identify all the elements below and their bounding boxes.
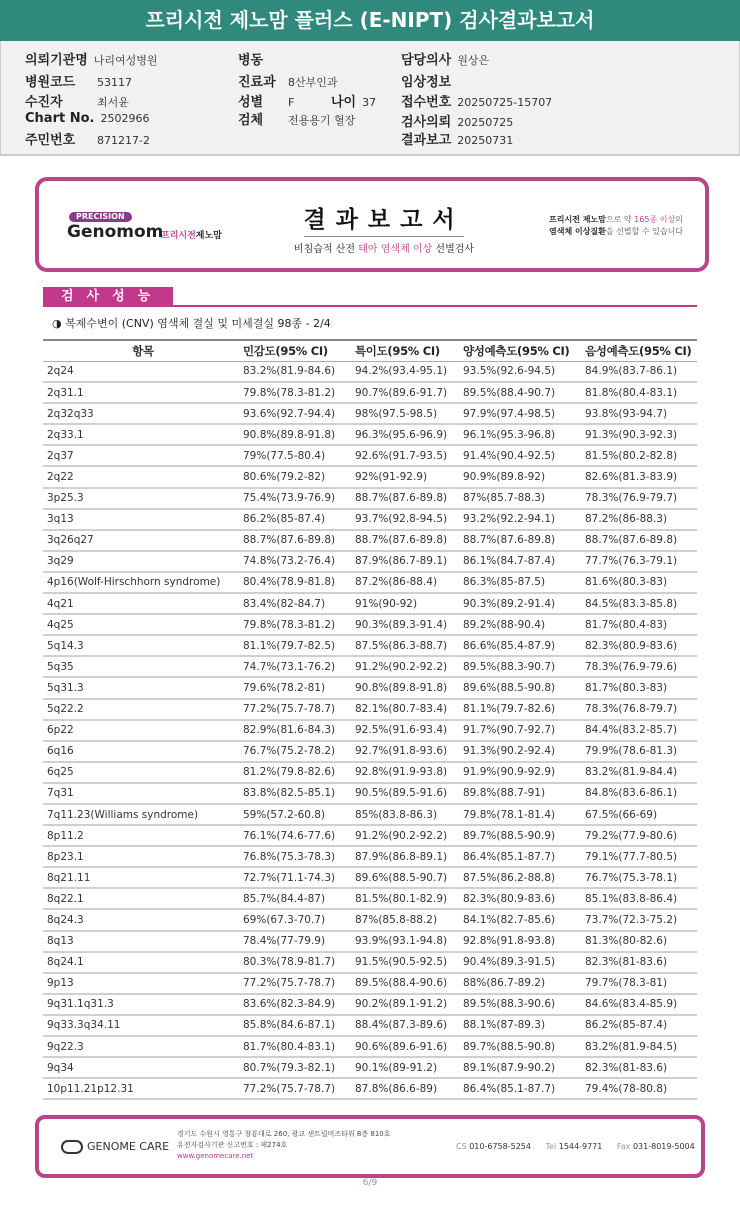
metric-cell: 88.7%(87.6-89.8) bbox=[355, 530, 463, 551]
metric-cell: 87%(85.8-88.2) bbox=[355, 909, 463, 930]
table-row bbox=[43, 382, 697, 403]
request-date-field: 검사의뢰 20250725 bbox=[401, 115, 514, 130]
table-row bbox=[43, 720, 697, 741]
metric-cell: 76.8%(75.3-78.3) bbox=[243, 846, 355, 867]
metric-cell: 89.1%(87.9-90.2) bbox=[463, 1057, 585, 1078]
item-cell: 8q24.1 bbox=[43, 952, 243, 973]
table-row bbox=[43, 445, 697, 466]
metric-cell: 89.7%(88.5-90.8) bbox=[463, 1036, 585, 1057]
metric-cell: 84.8%(83.6-86.1) bbox=[585, 783, 697, 804]
item-cell: 8q22.1 bbox=[43, 888, 243, 909]
item-cell: 4q25 bbox=[43, 614, 243, 635]
table-row bbox=[43, 656, 697, 677]
metric-cell: 89.5%(88.3-90.6) bbox=[463, 994, 585, 1015]
patient-info-panel bbox=[0, 41, 740, 156]
metric-cell: 90.9%(89.8-92) bbox=[463, 466, 585, 487]
item-cell: 5q14.3 bbox=[43, 635, 243, 656]
metric-cell: 77.2%(75.7-78.7) bbox=[243, 973, 355, 994]
item-cell: 5q22.2 bbox=[43, 699, 243, 720]
metric-cell: 98%(97.5-98.5) bbox=[355, 403, 463, 424]
table-row bbox=[43, 361, 697, 382]
item-cell: 9q33.3q34.11 bbox=[43, 1015, 243, 1036]
metric-cell: 93.9%(93.1-94.8) bbox=[355, 931, 463, 952]
metric-cell: 92.7%(91.8-93.6) bbox=[355, 741, 463, 762]
page-number: 6/9 bbox=[362, 1178, 378, 1188]
item-cell: 2q24 bbox=[43, 361, 243, 382]
table-row bbox=[43, 888, 697, 909]
metric-cell: 79.9%(78.6-81.3) bbox=[585, 741, 697, 762]
item-cell: 9p13 bbox=[43, 973, 243, 994]
metric-cell: 81.2%(79.8-82.6) bbox=[243, 762, 355, 783]
metric-cell: 78.4%(77-79.9) bbox=[243, 931, 355, 952]
metric-cell: 80.4%(78.9-81.8) bbox=[243, 572, 355, 593]
metric-cell: 93.5%(92.6-94.5) bbox=[463, 361, 585, 382]
metric-cell: 93.8%(93-94.7) bbox=[585, 403, 697, 424]
table-row bbox=[43, 909, 697, 930]
metric-cell: 92.5%(91.6-93.4) bbox=[355, 720, 463, 741]
item-cell: 5q35 bbox=[43, 656, 243, 677]
metric-cell: 79.8%(78.3-81.2) bbox=[243, 614, 355, 635]
table-row bbox=[43, 1015, 697, 1036]
item-cell: 9q34 bbox=[43, 1057, 243, 1078]
metric-cell: 81.1%(79.7-82.5) bbox=[243, 635, 355, 656]
table-row bbox=[43, 551, 697, 572]
metric-cell: 76.7%(75.3-78.1) bbox=[585, 867, 697, 888]
metric-cell: 80.7%(79.3-82.1) bbox=[243, 1057, 355, 1078]
metric-cell: 82.1%(80.7-83.4) bbox=[355, 699, 463, 720]
metric-cell: 87.2%(86-88.3) bbox=[585, 509, 697, 530]
metric-cell: 88.1%(87-89.3) bbox=[463, 1015, 585, 1036]
patient-field: 수진자 최서윤 bbox=[25, 95, 129, 110]
banner-subtitle: 비침습적 산전 태아 염색체 이상 선별검사 bbox=[293, 244, 475, 255]
metric-cell: 89.5%(88.3-90.7) bbox=[463, 656, 585, 677]
metric-cell: 89.5%(88.4-90.7) bbox=[463, 382, 585, 403]
metric-cell: 85.7%(84.4-87) bbox=[243, 888, 355, 909]
item-cell: 5q31.3 bbox=[43, 677, 243, 698]
item-cell: 4q21 bbox=[43, 593, 243, 614]
table-row bbox=[43, 614, 697, 635]
item-cell: 8p23.1 bbox=[43, 846, 243, 867]
metric-cell: 81.7%(80.3-83) bbox=[585, 677, 697, 698]
metric-cell: 89.6%(88.5-90.7) bbox=[355, 867, 463, 888]
metric-cell: 91.2%(90.2-92.2) bbox=[355, 656, 463, 677]
item-cell: 7q31 bbox=[43, 783, 243, 804]
precision-badge: PRECISION bbox=[69, 212, 132, 222]
logo-subtitle: 프리시전제노맘 bbox=[161, 231, 222, 241]
metric-cell: 90.5%(89.5-91.6) bbox=[355, 783, 463, 804]
table-row bbox=[43, 783, 697, 804]
metric-cell: 79.8%(78.3-81.2) bbox=[243, 382, 355, 403]
metric-cell: 77.2%(75.7-78.7) bbox=[243, 1078, 355, 1099]
item-cell: 2q32q33 bbox=[43, 403, 243, 424]
metric-cell: 87.5%(86.2-88.8) bbox=[463, 867, 585, 888]
ward-field: 병동 bbox=[238, 53, 264, 68]
metric-cell: 93.7%(92.8-94.5) bbox=[355, 509, 463, 530]
metric-cell: 81.6%(80.3-83) bbox=[585, 572, 697, 593]
banner-tagline: 프리시전 제노맘으로 약 165종 이상의 염색체 이상질환을 선별할 수 있습니다 bbox=[549, 215, 684, 236]
metric-cell: 79%(77.5-80.4) bbox=[243, 445, 355, 466]
table-row bbox=[43, 825, 697, 846]
metric-cell: 79.6%(78.2-81) bbox=[243, 677, 355, 698]
metric-cell: 82.6%(81.3-83.9) bbox=[585, 466, 697, 487]
metric-cell: 90.3%(89.3-91.4) bbox=[355, 614, 463, 635]
item-cell: 6q16 bbox=[43, 741, 243, 762]
column-header: 양성예측도(95% CI) bbox=[463, 340, 585, 361]
genomom-logo: Genomom bbox=[67, 222, 164, 242]
metric-cell: 92.8%(91.8-93.8) bbox=[463, 931, 585, 952]
metric-cell: 83.8%(82.5-85.1) bbox=[243, 783, 355, 804]
table-row bbox=[43, 1057, 697, 1078]
metric-cell: 92.6%(91.7-93.5) bbox=[355, 445, 463, 466]
banner-title: 결과보고서 bbox=[303, 207, 465, 233]
metric-cell: 86.6%(85.4-87.9) bbox=[463, 635, 585, 656]
metric-cell: 90.2%(89.1-91.2) bbox=[355, 994, 463, 1015]
metric-cell: 82.3%(81-83.6) bbox=[585, 1057, 697, 1078]
metric-cell: 86.3%(85-87.5) bbox=[463, 572, 585, 593]
title-divider bbox=[304, 236, 464, 237]
metric-cell: 75.4%(73.9-76.9) bbox=[243, 488, 355, 509]
item-cell: 3p25.3 bbox=[43, 488, 243, 509]
metric-cell: 82.9%(81.6-84.3) bbox=[243, 720, 355, 741]
metric-cell: 78.3%(76.9-79.7) bbox=[585, 488, 697, 509]
metric-cell: 78.3%(76.8-79.7) bbox=[585, 699, 697, 720]
table-row bbox=[43, 530, 697, 551]
metric-cell: 78.3%(76.9-79.6) bbox=[585, 656, 697, 677]
item-cell: 2q37 bbox=[43, 445, 243, 466]
metric-cell: 83.2%(81.9-84.4) bbox=[585, 762, 697, 783]
metric-cell: 76.7%(75.2-78.2) bbox=[243, 741, 355, 762]
department-field: 진료과 8산부인과 bbox=[238, 75, 338, 90]
metric-cell: 96.1%(95.3-96.8) bbox=[463, 424, 585, 445]
table-row bbox=[43, 846, 697, 867]
metric-cell: 94.2%(93.4-95.1) bbox=[355, 361, 463, 382]
receipt-no-field: 접수번호 20250725-15707 bbox=[401, 95, 553, 110]
chart-no-field: Chart No. 2502966 bbox=[25, 111, 150, 126]
specimen-field: 검체 전용용기 혈장 bbox=[238, 113, 356, 128]
metric-cell: 89.8%(88.7-91) bbox=[463, 783, 585, 804]
metric-cell: 77.2%(75.7-78.7) bbox=[243, 699, 355, 720]
item-cell: 3q13 bbox=[43, 509, 243, 530]
table-row bbox=[43, 488, 697, 509]
doctor-field: 담당의사 원상은 bbox=[401, 53, 490, 68]
metric-cell: 86.4%(85.1-87.7) bbox=[463, 1078, 585, 1099]
metric-cell: 88.4%(87.3-89.6) bbox=[355, 1015, 463, 1036]
section-header: 검사성능 bbox=[43, 287, 173, 307]
metric-cell: 90.8%(89.8-91.8) bbox=[243, 424, 355, 445]
hospital-code-field: 병원코드 53117 bbox=[25, 75, 132, 90]
metric-cell: 87.9%(86.8-89.1) bbox=[355, 846, 463, 867]
item-cell: 3q29 bbox=[43, 551, 243, 572]
metric-cell: 79.7%(78.3-81) bbox=[585, 973, 697, 994]
metric-cell: 76.1%(74.6-77.6) bbox=[243, 825, 355, 846]
metric-cell: 84.9%(83.7-86.1) bbox=[585, 361, 697, 382]
metric-cell: 91.3%(90.3-92.3) bbox=[585, 424, 697, 445]
metric-cell: 77.7%(76.3-79.1) bbox=[585, 551, 697, 572]
metric-cell: 87.9%(86.7-89.1) bbox=[355, 551, 463, 572]
metric-cell: 84.5%(83.3-85.8) bbox=[585, 593, 697, 614]
metric-cell: 87%(85.7-88.3) bbox=[463, 488, 585, 509]
table-row bbox=[43, 635, 697, 656]
metric-cell: 90.4%(89.3-91.5) bbox=[463, 952, 585, 973]
age-field: 나이 37 bbox=[331, 95, 377, 110]
metric-cell: 88.7%(87.6-89.8) bbox=[243, 530, 355, 551]
company-address: 경기도 수원시 영통구 창룡대로 260, 광교 센트럴비즈타워 8층 810호 유전자검사기관 신고번호 : 제274호 www.genomecare.net bbox=[177, 1130, 391, 1160]
metric-cell: 86.4%(85.1-87.7) bbox=[463, 846, 585, 867]
metric-cell: 79.2%(77.9-80.6) bbox=[585, 825, 697, 846]
item-cell: 2q22 bbox=[43, 466, 243, 487]
metric-cell: 91.3%(90.2-92.4) bbox=[463, 741, 585, 762]
metric-cell: 85.8%(84.6-87.1) bbox=[243, 1015, 355, 1036]
metric-cell: 89.5%(88.4-90.6) bbox=[355, 973, 463, 994]
item-cell: 9q31.1q31.3 bbox=[43, 994, 243, 1015]
metric-cell: 87.2%(86-88.4) bbox=[355, 572, 463, 593]
metric-cell: 81.7%(80.4-83.1) bbox=[243, 1036, 355, 1057]
table-row bbox=[43, 867, 697, 888]
metric-cell: 82.3%(80.9-83.6) bbox=[463, 888, 585, 909]
metric-cell: 89.6%(88.5-90.8) bbox=[463, 677, 585, 698]
metric-cell: 83.2%(81.9-84.6) bbox=[243, 361, 355, 382]
metric-cell: 91.9%(90.9-92.9) bbox=[463, 762, 585, 783]
metric-cell: 74.8%(73.2-76.4) bbox=[243, 551, 355, 572]
metric-cell: 90.1%(89-91.2) bbox=[355, 1057, 463, 1078]
item-cell: 8q21.11 bbox=[43, 867, 243, 888]
metric-cell: 82.3%(80.9-83.6) bbox=[585, 635, 697, 656]
table-row bbox=[43, 804, 697, 825]
table-row bbox=[43, 994, 697, 1015]
metric-cell: 82.3%(81-83.6) bbox=[585, 952, 697, 973]
metric-cell: 90.3%(89.2-91.4) bbox=[463, 593, 585, 614]
metric-cell: 79.4%(78-80.8) bbox=[585, 1078, 697, 1099]
report-banner bbox=[35, 177, 709, 272]
metric-cell: 86.2%(85-87.4) bbox=[585, 1015, 697, 1036]
table-row bbox=[43, 699, 697, 720]
table-row bbox=[43, 762, 697, 783]
item-cell: 4p16(Wolf-Hirschhorn syndrome) bbox=[43, 572, 243, 593]
metric-cell: 72.7%(71.1-74.3) bbox=[243, 867, 355, 888]
metric-cell: 90.8%(89.8-91.8) bbox=[355, 677, 463, 698]
metric-cell: 83.2%(81.9-84.5) bbox=[585, 1036, 697, 1057]
metric-cell: 67.5%(66-69) bbox=[585, 804, 697, 825]
metric-cell: 88%(86.7-89.2) bbox=[463, 973, 585, 994]
table-row bbox=[43, 1078, 697, 1099]
metric-cell: 81.5%(80.2-82.8) bbox=[585, 445, 697, 466]
column-header: 음성예측도(95% CI) bbox=[585, 340, 697, 361]
metric-cell: 93.6%(92.7-94.4) bbox=[243, 403, 355, 424]
metric-cell: 87.8%(86.6-89) bbox=[355, 1078, 463, 1099]
column-header: 민감도(95% CI) bbox=[243, 340, 355, 361]
metric-cell: 84.4%(83.2-85.7) bbox=[585, 720, 697, 741]
metric-cell: 90.6%(89.6-91.6) bbox=[355, 1036, 463, 1057]
column-header: 항목 bbox=[43, 340, 243, 361]
section-subtitle: ◑ 복제수변이 (CNV) 염색체 결실 및 미세결실 98종 - 2/4 bbox=[52, 317, 331, 330]
metric-cell: 90.7%(89.6-91.7) bbox=[355, 382, 463, 403]
metric-cell: 91.7%(90.7-92.7) bbox=[463, 720, 585, 741]
report-date-field: 결과보고 20250731 bbox=[401, 133, 514, 148]
metric-cell: 88.7%(87.6-89.8) bbox=[585, 530, 697, 551]
item-cell: 3q26q27 bbox=[43, 530, 243, 551]
item-cell: 2q33.1 bbox=[43, 424, 243, 445]
metric-cell: 74.7%(73.1-76.2) bbox=[243, 656, 355, 677]
metric-cell: 91.4%(90.4-92.5) bbox=[463, 445, 585, 466]
metric-cell: 81.5%(80.1-82.9) bbox=[355, 888, 463, 909]
contact-info: CS 010-6758-5254 Tel 1544-9771 Fax 031-8019-5004 bbox=[456, 1142, 695, 1151]
genome-care-logo: GENOME CARE bbox=[61, 1140, 169, 1154]
item-cell: 9q22.3 bbox=[43, 1036, 243, 1057]
metric-cell: 92.8%(91.9-93.8) bbox=[355, 762, 463, 783]
table-row bbox=[43, 1036, 697, 1057]
table-row bbox=[43, 931, 697, 952]
metric-cell: 96.3%(95.6-96.9) bbox=[355, 424, 463, 445]
metric-cell: 97.9%(97.4-98.5) bbox=[463, 403, 585, 424]
metric-cell: 73.7%(72.3-75.2) bbox=[585, 909, 697, 930]
metric-cell: 85%(83.8-86.3) bbox=[355, 804, 463, 825]
item-cell: 2q31.1 bbox=[43, 382, 243, 403]
item-cell: 10p11.21p12.31 bbox=[43, 1078, 243, 1099]
metric-cell: 89.7%(88.5-90.9) bbox=[463, 825, 585, 846]
metric-cell: 81.8%(80.4-83.1) bbox=[585, 382, 697, 403]
column-header: 특이도(95% CI) bbox=[355, 340, 463, 361]
item-cell: 6q25 bbox=[43, 762, 243, 783]
metric-cell: 91.5%(90.5-92.5) bbox=[355, 952, 463, 973]
footer-box bbox=[35, 1115, 705, 1178]
metric-cell: 85.1%(83.8-86.4) bbox=[585, 888, 697, 909]
table-row bbox=[43, 572, 697, 593]
table-row bbox=[43, 593, 697, 614]
metric-cell: 91.2%(90.2-92.2) bbox=[355, 825, 463, 846]
genome-care-logo-icon bbox=[61, 1140, 83, 1154]
table-row bbox=[43, 466, 697, 487]
clinical-info-field: 임상정보 bbox=[401, 75, 452, 90]
table-row bbox=[43, 973, 697, 994]
metric-cell: 92%(91-92.9) bbox=[355, 466, 463, 487]
institution-field: 의뢰기관명 나리여성병원 bbox=[25, 53, 158, 68]
metric-cell: 86.2%(85-87.4) bbox=[243, 509, 355, 530]
item-cell: 8q24.3 bbox=[43, 909, 243, 930]
metric-cell: 69%(67.3-70.7) bbox=[243, 909, 355, 930]
item-cell: 6p22 bbox=[43, 720, 243, 741]
metric-cell: 83.4%(82-84.7) bbox=[243, 593, 355, 614]
website-link[interactable]: www.genomecare.net bbox=[177, 1152, 254, 1160]
table-row bbox=[43, 741, 697, 762]
section-divider bbox=[43, 305, 697, 307]
item-cell: 7q11.23(Williams syndrome) bbox=[43, 804, 243, 825]
metric-cell: 91%(90-92) bbox=[355, 593, 463, 614]
metric-cell: 86.1%(84.7-87.4) bbox=[463, 551, 585, 572]
performance-table bbox=[43, 339, 697, 1100]
table-row bbox=[43, 424, 697, 445]
metric-cell: 87.5%(86.3-88.7) bbox=[355, 635, 463, 656]
metric-cell: 81.7%(80.4-83) bbox=[585, 614, 697, 635]
metric-cell: 88.7%(87.6-89.8) bbox=[463, 530, 585, 551]
table-row bbox=[43, 952, 697, 973]
item-cell: 8p11.2 bbox=[43, 825, 243, 846]
sex-field: 성별 F bbox=[238, 95, 295, 110]
table-row bbox=[43, 403, 697, 424]
report-title: 프리시전 제노맘 플러스 (E-NIPT) 검사결과보고서 bbox=[0, 0, 740, 41]
table-header-row bbox=[43, 340, 697, 361]
metric-cell: 83.6%(82.3-84.9) bbox=[243, 994, 355, 1015]
table-row bbox=[43, 677, 697, 698]
item-cell: 8q13 bbox=[43, 931, 243, 952]
metric-cell: 80.3%(78.9-81.7) bbox=[243, 952, 355, 973]
metric-cell: 88.7%(87.6-89.8) bbox=[355, 488, 463, 509]
metric-cell: 89.2%(88-90.4) bbox=[463, 614, 585, 635]
metric-cell: 79.1%(77.7-80.5) bbox=[585, 846, 697, 867]
metric-cell: 80.6%(79.2-82) bbox=[243, 466, 355, 487]
resident-no-field: 주민번호 871217-2 bbox=[25, 133, 150, 148]
metric-cell: 84.6%(83.4-85.9) bbox=[585, 994, 697, 1015]
metric-cell: 93.2%(92.2-94.1) bbox=[463, 509, 585, 530]
metric-cell: 79.8%(78.1-81.4) bbox=[463, 804, 585, 825]
metric-cell: 84.1%(82.7-85.6) bbox=[463, 909, 585, 930]
metric-cell: 81.3%(80-82.6) bbox=[585, 931, 697, 952]
table-row bbox=[43, 509, 697, 530]
metric-cell: 81.1%(79.7-82.6) bbox=[463, 699, 585, 720]
metric-cell: 59%(57.2-60.8) bbox=[243, 804, 355, 825]
